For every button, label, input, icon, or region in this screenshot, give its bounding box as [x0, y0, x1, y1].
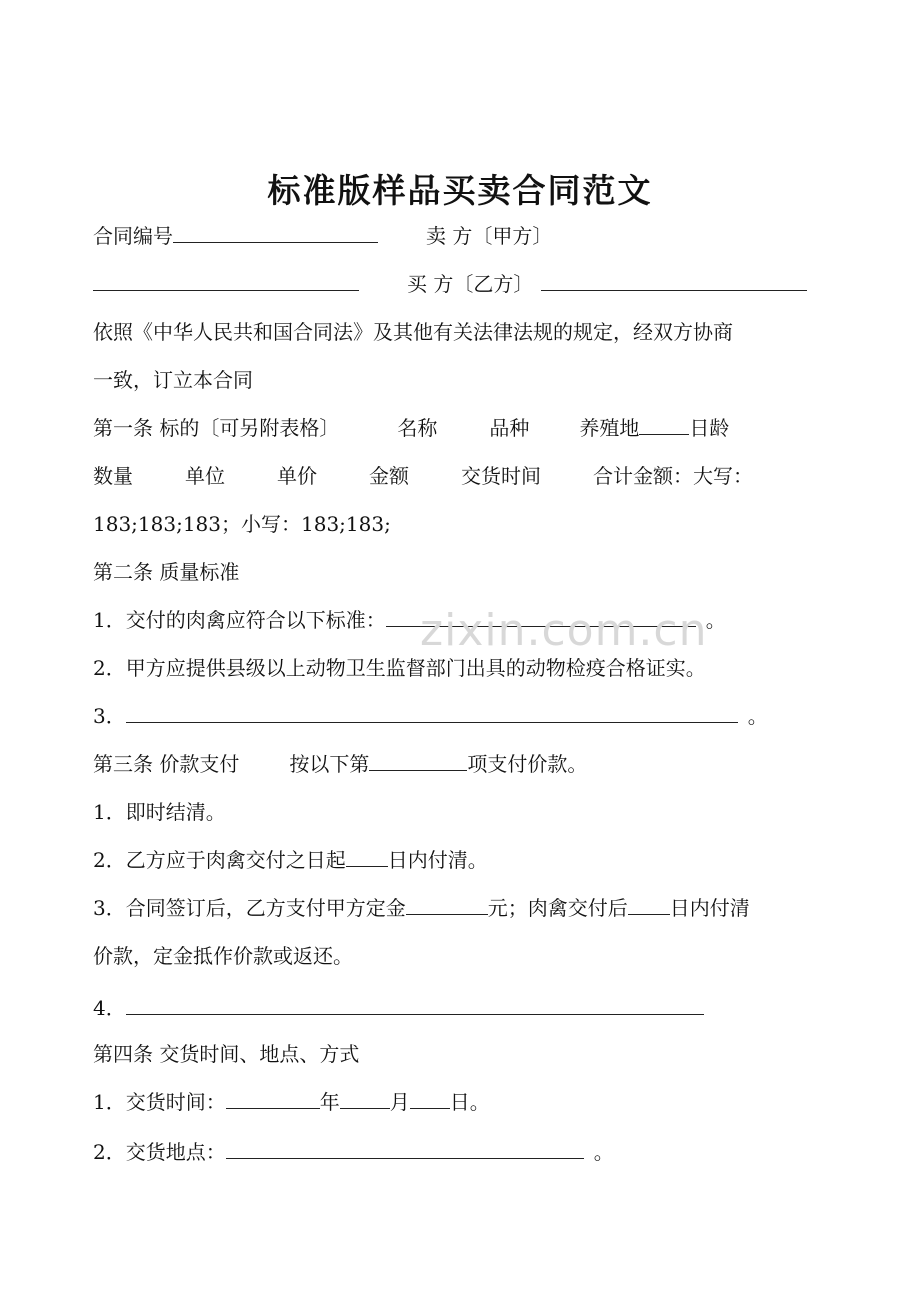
contract-no-label: 合同编号	[93, 224, 173, 248]
seller-name-blank	[93, 272, 359, 291]
origin-blank	[639, 416, 689, 435]
col-price: 单价	[277, 464, 317, 488]
buyer-label: 买 方〔乙方〕	[407, 272, 534, 296]
article2-item-2: 2．甲方应提供县级以上动物卫生监督部门出具的动物检疫合格证实。	[93, 656, 706, 680]
col-qty: 数量	[93, 464, 133, 488]
place-blank	[226, 1140, 584, 1159]
buyer-line	[93, 270, 807, 298]
month-blank	[340, 1090, 390, 1109]
contract-no-blank	[173, 224, 378, 243]
article2-item-1: 1．交付的肉禽应符合以下标准： 。	[93, 608, 726, 632]
total-amount-line: 183;183;183；小写：183;183;	[93, 512, 391, 536]
article3-item-2: 2．乙方应于肉禽交付之日起 日内付清。	[93, 848, 488, 872]
col-delivery: 交货时间	[461, 464, 541, 488]
article3-line: 第三条 价款支付 按以下第 项支付价款。	[93, 752, 588, 776]
col-amount: 金额	[369, 464, 409, 488]
article3-item-4: 4．	[93, 994, 704, 1022]
buyer-name-blank	[541, 272, 807, 291]
days-after-blank	[628, 896, 670, 915]
article3-item-3-cont: 价款，定金抵作价款或返还。	[93, 944, 353, 968]
article3-item-3: 3．合同签订后，乙方支付甲方定金 元；肉禽交付后 日内付清	[93, 896, 750, 920]
seller-label: 卖 方〔甲方〕	[426, 224, 553, 248]
article1-line-1	[93, 414, 729, 442]
article1-heading: 第一条 标的〔可另附表格〕	[93, 416, 340, 440]
deposit-blank	[406, 896, 488, 915]
method-blank	[369, 752, 467, 771]
article4-item-2: 2．交货地点： 。	[93, 1140, 614, 1164]
item4-blank	[126, 996, 704, 1015]
article3-item-1: 1．即时结清。	[93, 800, 226, 824]
col-origin: 养殖地	[579, 416, 640, 440]
days-blank	[346, 848, 388, 867]
article2-item-3: 3． 。	[93, 704, 768, 728]
article3-heading: 第三条 价款支付	[93, 752, 240, 776]
article4-item-1: 1．交货时间： 年 月 日。	[93, 1090, 490, 1114]
day-blank	[410, 1090, 450, 1109]
year-blank	[226, 1090, 320, 1109]
col-age: 日龄	[689, 416, 730, 440]
intro-line-1: 依照《中华人民共和国合同法》及其他有关法律法规的规定，经双方协商	[93, 320, 733, 344]
col-variety: 品种	[489, 416, 530, 440]
article1-line-2	[93, 462, 753, 490]
article2-heading: 第二条 质量标准	[93, 560, 240, 584]
total-label: 合计金额：大写：	[593, 464, 753, 488]
document-title: 标准版样品买卖合同范文	[267, 171, 653, 210]
intro-line-2: 一致，订立本合同	[93, 368, 253, 392]
contract-header-line	[93, 222, 552, 250]
col-name: 名称	[397, 416, 438, 440]
item3-blank	[126, 704, 738, 723]
col-unit: 单位	[185, 464, 225, 488]
article4-heading: 第四条 交货时间、地点、方式	[93, 1042, 360, 1066]
watermark-logo: zixin.com.cn	[420, 605, 708, 656]
